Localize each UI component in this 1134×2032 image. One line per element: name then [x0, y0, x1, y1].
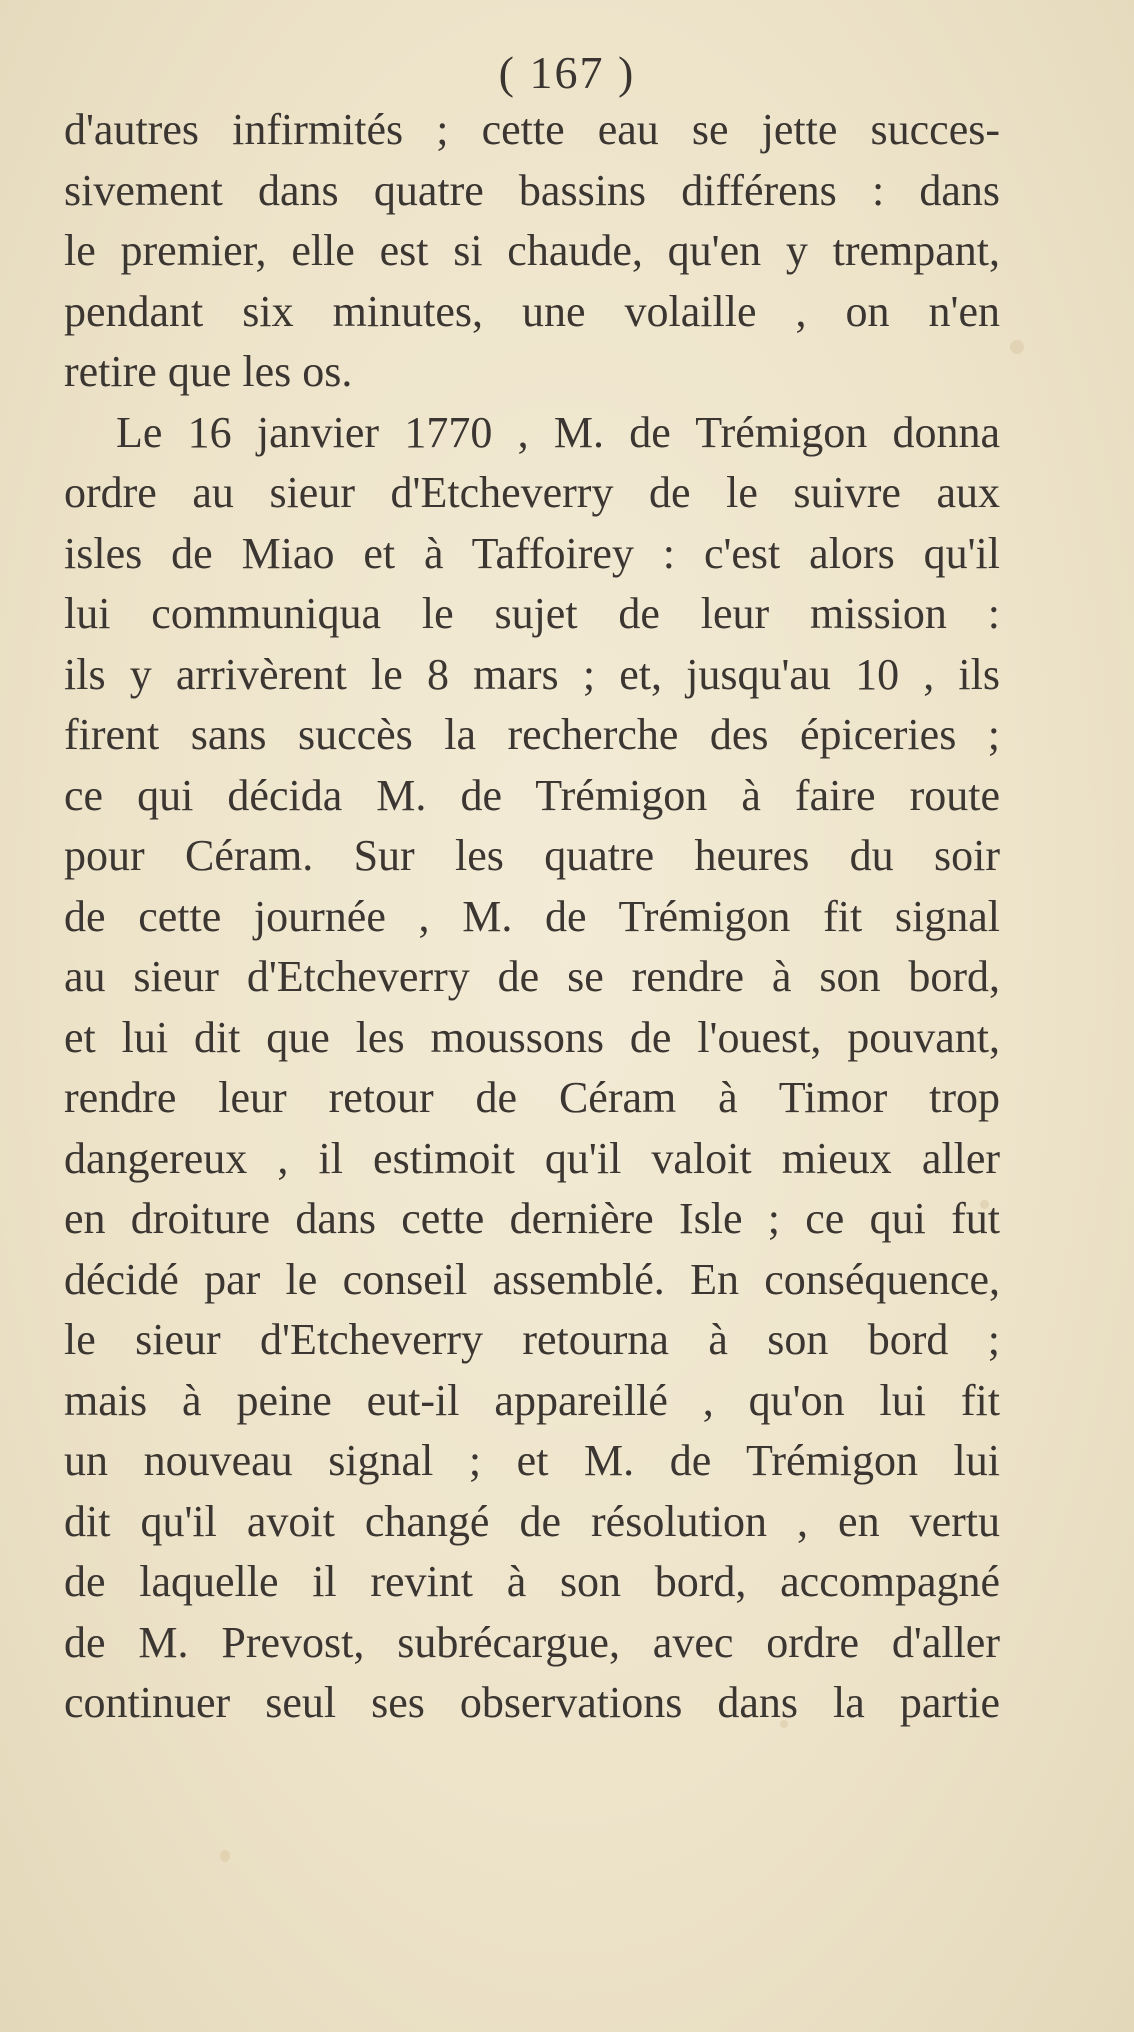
text-line: de cette journée , M. de Trémigon fit signal [64, 891, 1000, 941]
text-line: ils y arrivèrent le 8 mars ; et, jusqu'au 10 , ils [64, 649, 1000, 699]
text-line: de M. Prevost, subrécargue, avec ordre d'aller [64, 1617, 1000, 1667]
text-line: lui communiqua le sujet de leur mission : [64, 589, 1000, 638]
text-line: rendre leur retour de Céram à Timor trop [64, 1073, 1000, 1122]
text-line: ordre au sieur d'Etcheverry de le suivre aux [64, 468, 1000, 517]
text-line: isles de Miao et à Taffoirey : c'est alors qu'il [64, 528, 1000, 578]
text-line: au sieur d'Etcheverry de se rendre à son bord, [64, 952, 1000, 1001]
text-line: continuer seul ses observations dans la partie [64, 1678, 1000, 1727]
text-line: le premier, elle est si chaude, qu'en y trempant, [64, 226, 1000, 275]
text-line: Le 16 janvier 1770 , M. de Trémigon donna [116, 407, 1000, 457]
text-line: de laquelle il revint à son bord, accompagné [64, 1557, 1000, 1606]
text-line: dangereux , il estimoit qu'il valoit mieux aller [64, 1133, 1000, 1183]
text-line: un nouveau signal ; et M. de Trémigon lui [64, 1436, 1000, 1485]
text-line: pendant six minutes, une volaille , on n'en [64, 286, 1000, 336]
text-line: pour Céram. Sur les quatre heures du soir [64, 831, 1000, 880]
text-line: en droiture dans cette dernière Isle ; ce qui fut [64, 1194, 1000, 1243]
text-line: mais à peine eut-il appareillé , qu'on lui fit [64, 1375, 1000, 1425]
text-line: d'autres infirmités ; cette eau se jette succes- [64, 105, 1000, 154]
page-number: ( 167 ) [498, 47, 636, 98]
paper-stain [220, 1850, 230, 1862]
text-line: retire que les os. [64, 347, 353, 396]
text-line: ce qui décida M. de Trémigon à faire route [64, 770, 1000, 820]
text-line: dit qu'il avoit changé de résolution , en vertu [64, 1496, 1000, 1546]
text-line: décidé par le conseil assemblé. En conséquence, [64, 1254, 1000, 1304]
text-line: et lui dit que les moussons de l'ouest, pouvant, [64, 1012, 1000, 1062]
text-line: sivement dans quatre bassins différens : dans [64, 165, 1000, 215]
text-line: firent sans succès la recherche des épiceries ; [64, 710, 1000, 759]
text-line: le sieur d'Etcheverry retourna à son bord ; [64, 1315, 1000, 1364]
paper-stain [1010, 340, 1024, 354]
body-text [64, 100, 1000, 1734]
